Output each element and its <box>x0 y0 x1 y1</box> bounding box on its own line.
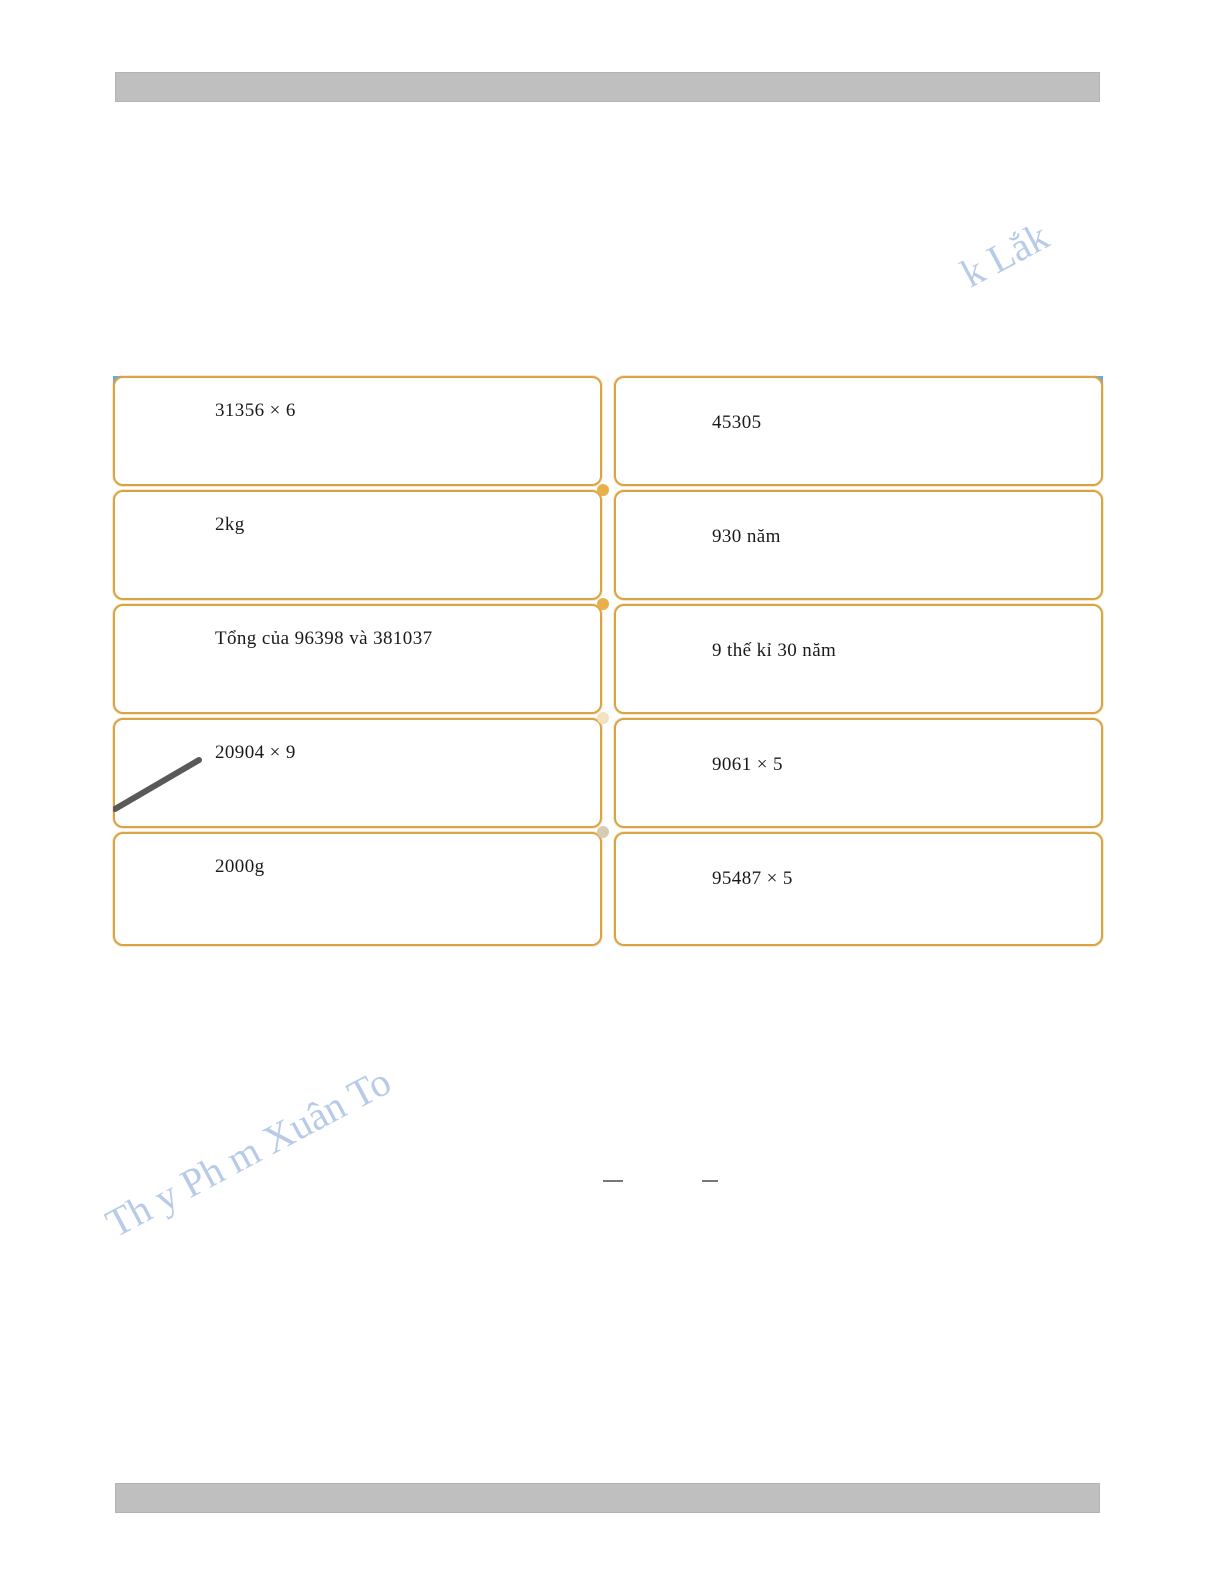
connector-dot-2[interactable] <box>597 598 609 610</box>
card-right-3-label: 9 thế kỉ 30 năm <box>712 640 837 661</box>
card-right-2-label: 930 năm <box>712 526 781 547</box>
card-left-4-label: 20904 × 9 <box>215 742 296 763</box>
watermark-bottom-left: Th y Ph m Xuân To <box>98 1058 398 1247</box>
card-right-5-label: 95487 × 5 <box>712 868 793 889</box>
card-right-4[interactable] <box>614 718 1103 828</box>
card-right-2[interactable] <box>614 490 1103 600</box>
right-card-column <box>614 376 1103 950</box>
connector-dot-4[interactable] <box>597 826 609 838</box>
card-left-4[interactable] <box>113 718 602 828</box>
blank-line-1 <box>603 1180 623 1182</box>
card-left-3-label: Tổng của 96398 và 381037 <box>215 628 433 649</box>
card-left-2[interactable] <box>113 490 602 600</box>
left-card-column <box>113 376 602 950</box>
footer-band <box>115 1483 1100 1513</box>
card-right-1-label: 45305 <box>712 412 762 433</box>
card-right-1[interactable] <box>614 376 1103 486</box>
card-right-3[interactable] <box>614 604 1103 714</box>
card-left-1[interactable] <box>113 376 602 486</box>
watermark-top-right: k Lắk <box>953 213 1056 297</box>
matching-cards-exercise <box>113 376 1103 950</box>
card-right-4-label: 9061 × 5 <box>712 754 783 775</box>
connector-dot-3[interactable] <box>597 712 609 724</box>
card-left-2-label: 2kg <box>215 514 245 535</box>
card-left-5-label: 2000g <box>215 856 265 877</box>
header-band <box>115 72 1100 102</box>
blank-line-2 <box>702 1180 718 1182</box>
connector-dot-1[interactable] <box>597 484 609 496</box>
card-left-1-label: 31356 × 6 <box>215 400 296 421</box>
card-left-3[interactable] <box>113 604 602 714</box>
card-right-5[interactable] <box>614 832 1103 946</box>
card-left-5[interactable] <box>113 832 602 946</box>
